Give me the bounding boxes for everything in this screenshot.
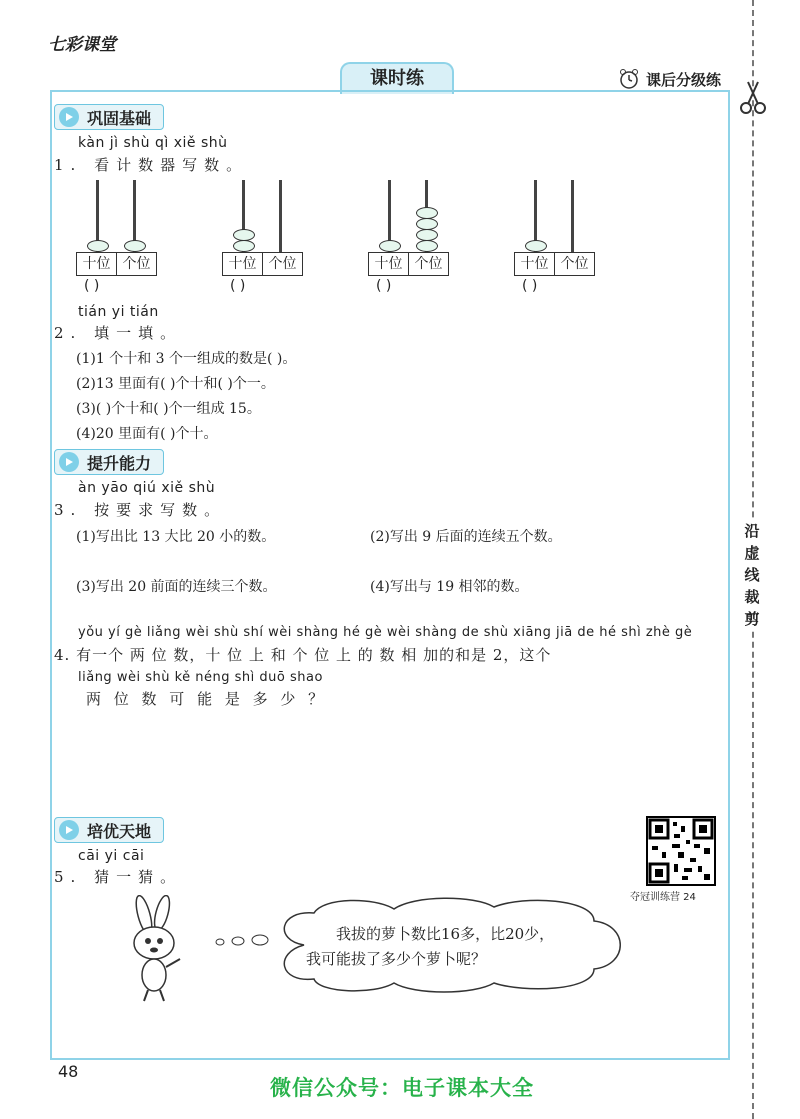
- answer-blank[interactable]: ( ): [522, 278, 538, 294]
- qr-code[interactable]: [646, 816, 716, 886]
- q3-item: (1)写出比 13 大比 20 小的数。: [76, 529, 276, 545]
- bubble-line: 我拔的萝卜数比16多，比20少，: [336, 925, 555, 943]
- abacus-bead: [233, 240, 255, 252]
- abacus-bead: [416, 229, 438, 241]
- tens-label: 十位: [369, 253, 409, 275]
- brand-logo: 七彩课堂: [48, 35, 116, 55]
- tens-label: 十位: [223, 253, 263, 275]
- scissors-icon: [738, 80, 768, 116]
- section-header-basics: [54, 104, 164, 130]
- q3-pinyin: àn yāo qiú xiě shù: [78, 480, 216, 496]
- qr-pattern-icon: [648, 818, 714, 884]
- q2-text: 2. 填一填。: [54, 324, 183, 342]
- abacus-bead: [525, 240, 547, 252]
- q2-pinyin: tián yi tián: [78, 304, 159, 320]
- q2-item: (1)1 个十和 3 个一组成的数是( )。: [76, 351, 297, 367]
- thought-dots: [190, 930, 270, 950]
- q3-item: (3)写出 20 前面的连续三个数。: [76, 579, 277, 595]
- ones-label: 个位: [122, 256, 151, 272]
- abacus-bead: [379, 240, 401, 252]
- q2-item: (3)( )个十和( )个一组成 15。: [76, 401, 261, 417]
- q4-text: 4. 有一个 两 位 数，十 位 上 和 个 位 上 的 数 相 加的和是 2，这个: [54, 646, 552, 664]
- tens-label: 十位: [77, 253, 117, 275]
- abacus: [368, 180, 448, 292]
- play-icon: [59, 452, 79, 472]
- q4-text: 两 位 数 可 能 是 多 少 ？: [86, 690, 328, 708]
- page-number: 48: [58, 1062, 79, 1081]
- ones-label: 个位: [268, 256, 297, 272]
- q5-pinyin: cāi yi cāi: [78, 848, 145, 864]
- ones-label: 个位: [560, 256, 589, 272]
- alarm-clock-icon: [618, 68, 640, 90]
- abacus-label-row: [368, 252, 449, 276]
- footer-text: 微信公众号：电子课本大全: [270, 1076, 534, 1100]
- rabbit-icon: [118, 895, 198, 1005]
- q2-item: (2)13 里面有( )个十和( )个一。: [76, 376, 275, 392]
- section-label: 提升能力: [87, 453, 152, 473]
- q3-text: 3. 按要求写数。: [54, 501, 227, 519]
- play-icon: [59, 820, 79, 840]
- abacus-bead: [416, 240, 438, 252]
- play-icon: [59, 107, 79, 127]
- q3-item: (2)写出 9 后面的连续五个数。: [370, 529, 562, 545]
- abacus: [514, 180, 594, 292]
- q2-item: (4)20 里面有( )个十。: [76, 426, 218, 442]
- section-header-improve: [54, 449, 164, 475]
- abacus-bead: [416, 218, 438, 230]
- q1-pinyin: kàn jì shù qì xiě shù: [78, 135, 228, 151]
- abacus-label-row: [76, 252, 157, 276]
- answer-blank[interactable]: ( ): [84, 278, 100, 294]
- section-label: 培优天地: [87, 821, 152, 841]
- tens-label: 十位: [515, 253, 555, 275]
- abacus: [222, 180, 302, 292]
- cut-label: 沿虚线裁剪: [737, 520, 767, 630]
- q4-pinyin: yǒu yí gè liǎng wèi shù shí wèi shàng hé gè wèi shàng de shù xiāng jiā de hé shì zhè gè: [78, 625, 693, 640]
- bubble-line: 我可能拔了多少个萝卜呢？: [306, 950, 487, 968]
- q3-item: (4)写出与 19 相邻的数。: [370, 579, 529, 595]
- answer-blank[interactable]: ( ): [376, 278, 392, 294]
- section-header-advanced: [54, 817, 164, 843]
- ones-label: 个位: [414, 256, 443, 272]
- qr-label: 夺冠训练营 24: [630, 892, 696, 903]
- abacus-label-row: [222, 252, 303, 276]
- thought-bubble: [264, 895, 636, 995]
- abacus-label-row: [514, 252, 595, 276]
- abacus-bead: [124, 240, 146, 252]
- q5-text: 5. 猜一猜。: [54, 868, 183, 886]
- tier-label: [618, 68, 721, 90]
- q4-pinyin: liǎng wèi shù kě néng shì duō shao: [78, 670, 323, 685]
- ones-rod: [279, 180, 282, 252]
- abacus-bead: [233, 229, 255, 241]
- abacus-bead: [416, 207, 438, 219]
- q1-text: 1. 看计数器写数。: [54, 156, 249, 174]
- section-label: 巩固基础: [87, 108, 152, 128]
- abacus-bead: [87, 240, 109, 252]
- page-title: 课时练: [340, 62, 454, 94]
- ones-rod: [571, 180, 574, 252]
- abacus: [76, 180, 156, 292]
- tier-text: 课后分级练: [646, 70, 722, 89]
- answer-blank[interactable]: ( ): [230, 278, 246, 294]
